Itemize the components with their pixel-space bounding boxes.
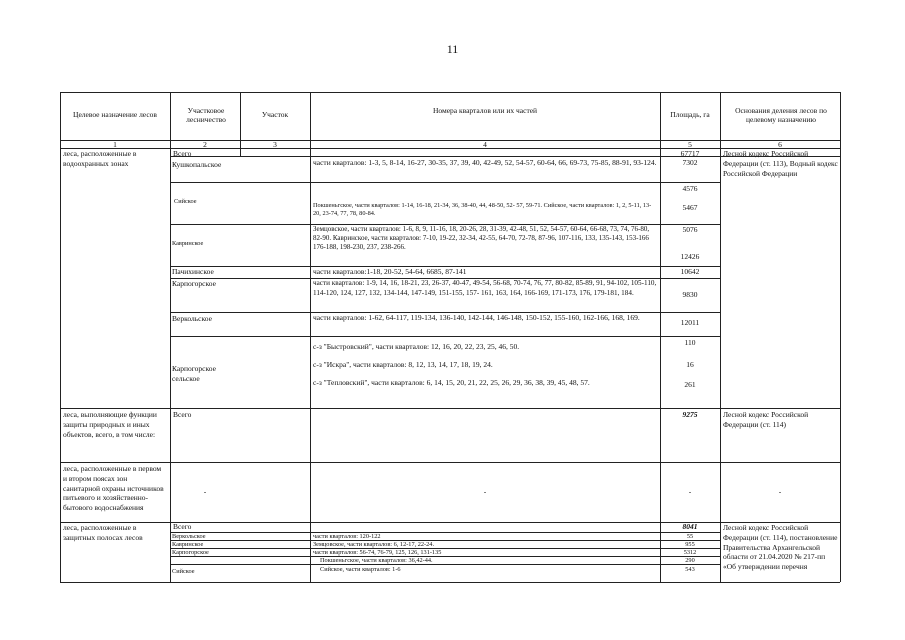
forestry-name: Кавринское [172, 240, 204, 247]
quarters-text: части кварталов: 1-9, 14, 16, 18-21, 23, 26-37, 40-47, 49-54, 56-68, 70-74, 76, 77, 80-82, 85-89, 91, 94-102, 105-110, 114-120, 124, 127, 132, 134-144, 147-149, 151-155, 157- 161, 163, 164, 166-169, 171-173, 176, 179-181, 184. [313, 279, 657, 297]
quarters-text: Земцовское, части кварталов: 1-6, 8, 9, 11-16, 18, 20-26, 28, 31-39, 42-48, 51, 52, 54-57, 60-64, 66-68, 73, 74, 76-80, 82-90. Кавринское, части кварталов: 7-10, 19-22, 32-34, 42-55, 64-70, 72-78, 87-96, 107-116, 133, 135-143, 153-166 176-188, 198-230, 237, 238-266. [313, 225, 650, 252]
forestry-name: Веркольское [172, 314, 212, 323]
area-value: 12426 [680, 252, 700, 261]
forestry-name: Кавринское [172, 541, 204, 548]
basis-text: Лесной кодекс Российской Федерации (ст. 113), Водный кодекс Российской Федерации [723, 149, 838, 179]
dash: - [688, 487, 692, 496]
col-number: 2 [203, 140, 207, 149]
quarters-text: с-з "Искра", части кварталов: 8, 12, 13, 14, 17, 18, 19, 24. [313, 360, 493, 369]
forestry-name: Кушкопальское [172, 160, 222, 169]
area-value: 7302 [682, 158, 698, 167]
header-basis: Основания деления лесов по целевому назначению [735, 106, 827, 125]
basis-text: Лесной кодекс Российской Федерации (ст. 114) [723, 410, 809, 430]
forestry-name: Карпогорское [172, 279, 216, 288]
area-value: 955 [685, 541, 695, 548]
purpose-sanitary-zones: леса, расположенные в первом и втором поясах зон санитарной охраны источников питьевого и хозяйственно-бытового водоснабжения [63, 464, 164, 512]
area-value: 290 [685, 557, 695, 564]
col-number: 3 [273, 140, 277, 149]
col-number: 5 [688, 140, 692, 149]
quarters-text: Покшеньгское, части кварталов: 1-14, 16-18, 21-34, 36, 38-40, 44, 48-50, 52- 57, 59-71. Сийское, части кварталов: 1, 2, 5-11, 13-20, 23-74, 77, 78, 80-84. [313, 202, 652, 218]
total-area: 9275 [682, 410, 698, 419]
quarters-text: с-з "Быстровский", части кварталов: 12, 16, 20, 22, 23, 25, 46, 50. [313, 342, 520, 351]
forestry-name: Сийское [174, 198, 197, 205]
area-value: 261 [684, 380, 696, 389]
basis-text: Лесной кодекс Российской Федерации (ст. 114), постановление Правительства Архангельской области от 21.04.2020 № 217-пп «Об утверждении перечня [723, 523, 838, 571]
purpose-protective-belts: леса, расположенные в защитных полосах лесов [63, 523, 143, 542]
total-area: 8041 [682, 522, 698, 531]
total-area: 67717 [680, 149, 700, 158]
area-value: 5467 [682, 203, 698, 212]
area-value: 55 [686, 533, 694, 540]
quarters-text: части кварталов:1-18, 20-52, 54-64, 6685, 87-141 [313, 267, 467, 276]
quarters-text: Сийское, части кварталов: 1-6 [320, 566, 401, 573]
area-value: 5312 [683, 549, 697, 556]
forestry-name: Веркольское [172, 533, 206, 540]
col-number: 6 [778, 140, 782, 149]
area-value: 10642 [680, 267, 700, 276]
quarters-text: части кварталов: 56-74, 76-79, 125, 126, 131-135 [313, 549, 442, 556]
col-number: 1 [113, 140, 117, 149]
quarters-text: части кварталов: 1-62, 64-117, 119-134, 136-140, 142-144, 146-148, 150-152, 155-160, 162-166, 168, 169. [313, 313, 640, 322]
area-value: 12011 [680, 318, 700, 327]
dash: - [203, 487, 207, 496]
forestry-name: Карпогорское [172, 549, 209, 556]
forestry-name: Пачихинское [172, 267, 214, 276]
quarters-text: части кварталов: 1-3, 5, 8-14, 16-27, 30-35, 37, 39, 40, 42-49, 52, 54-57, 60-64, 66, 69-73, 75-85, 88-91, 93-124. [313, 158, 657, 167]
total-label: Всего [173, 149, 192, 158]
page-number: 11 [446, 42, 459, 56]
area-value: 9830 [682, 290, 698, 299]
header-purpose: Целевое назначение лесов [73, 110, 157, 119]
forestry-name: Сийское [172, 568, 195, 575]
header-plot: Участок [261, 110, 289, 119]
total-label: Всего [173, 410, 192, 419]
area-value: 543 [685, 566, 695, 573]
quarters-text: с-з "Тепловский", части кварталов: 6, 14, 15, 20, 21, 22, 25, 26, 29, 36, 38, 39, 45, 48, 57. [313, 378, 590, 387]
quarters-text: части кварталов: 120-122 [313, 533, 381, 540]
forestry-name: Карпогорское сельское [172, 364, 216, 384]
quarters-text: Земцовское, части кварталов: 6, 12-17, 22-24. [313, 541, 435, 548]
purpose-protective-functions: леса, выполняющие функции защиты природных и иных объектов, всего, в том числе: [63, 410, 157, 439]
area-value: 4576 [682, 184, 698, 193]
quarters-text: Покшеньгское, части кварталов: 36,42-44. [320, 557, 433, 564]
header-quarters: Номера кварталов или их частей [432, 106, 538, 115]
header-forestry: Участковое лесничество [186, 106, 226, 125]
dash: - [483, 487, 487, 496]
purpose-water-protection: леса, расположенные в водоохранных зонах [63, 149, 137, 169]
col-number: 4 [483, 140, 487, 149]
area-value: 16 [686, 360, 694, 369]
header-area: Площадь, га [670, 110, 710, 119]
area-value: 110 [684, 338, 696, 347]
dash: - [778, 487, 782, 496]
total-label: Всего [173, 522, 192, 531]
area-value: 5076 [682, 225, 698, 234]
